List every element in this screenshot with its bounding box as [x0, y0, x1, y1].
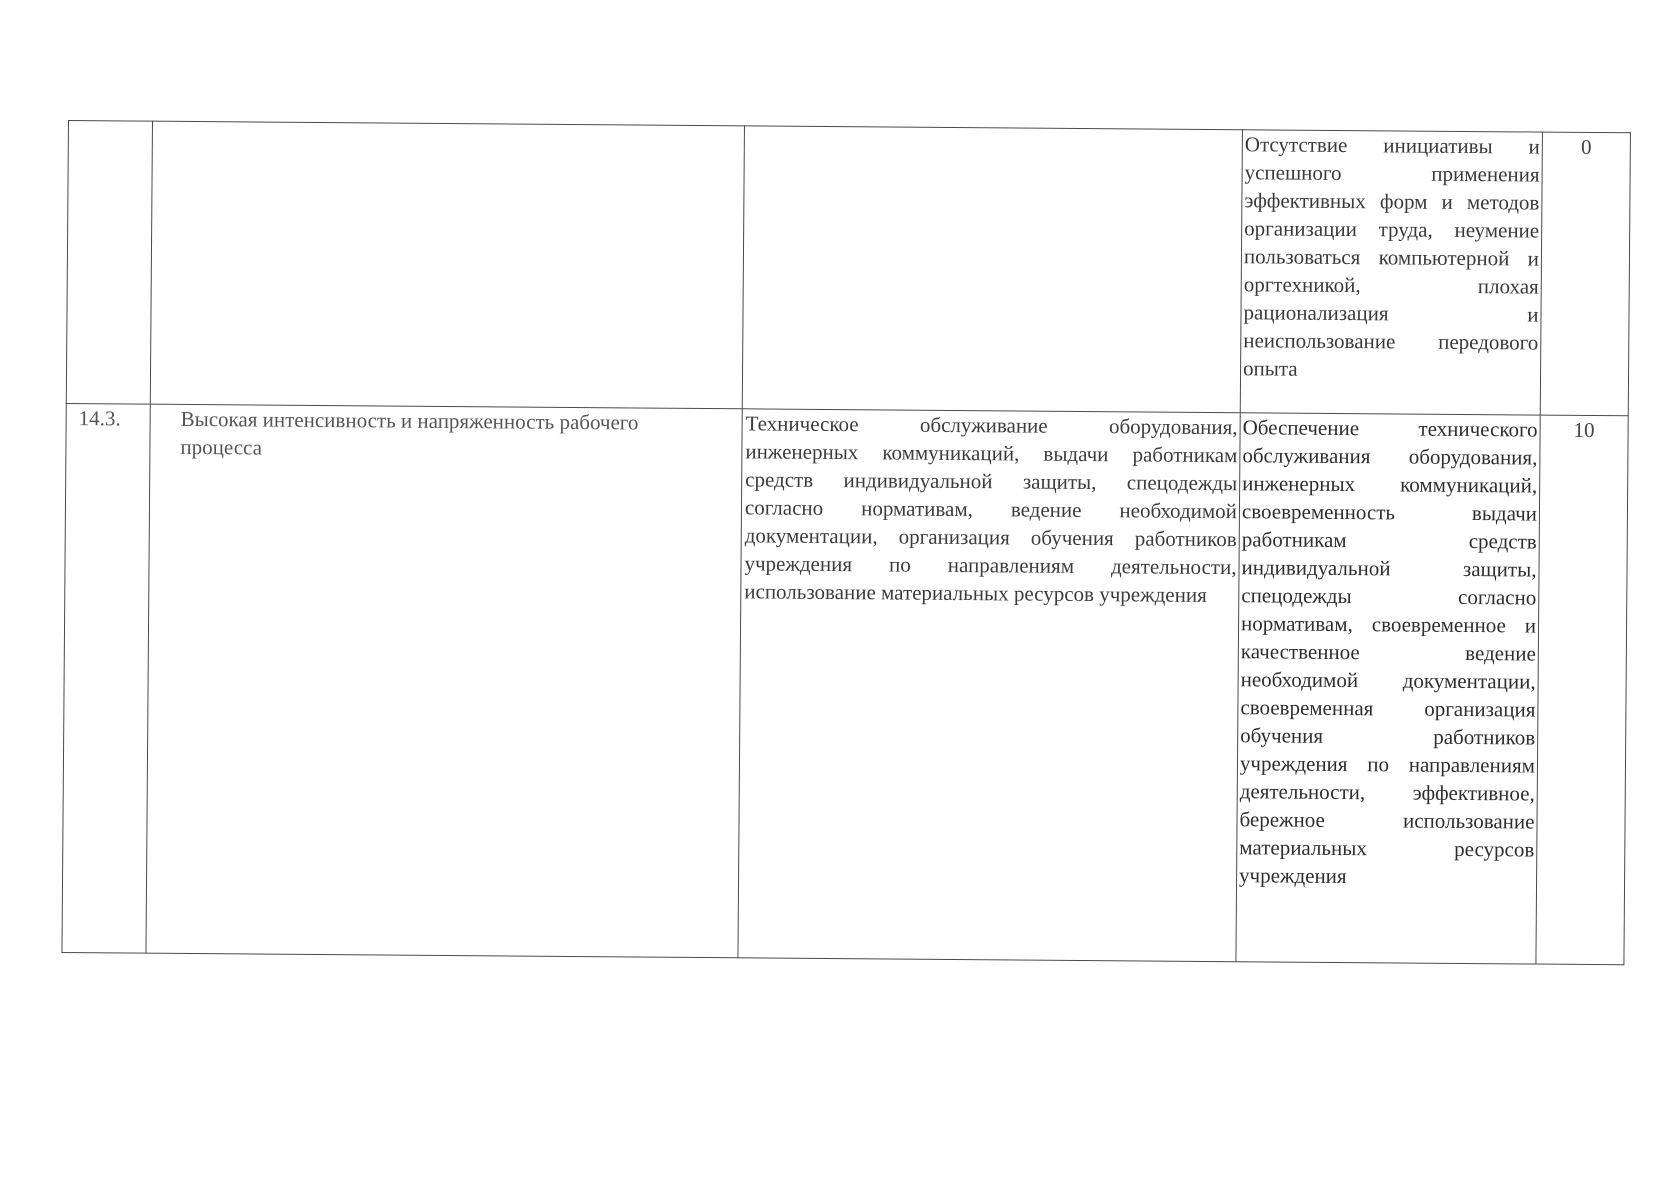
- indicator-cell: [150, 121, 744, 409]
- description-text: [745, 126, 1242, 130]
- row-number: [69, 121, 152, 122]
- indicator-cell: [146, 404, 742, 958]
- description-cell: [738, 409, 1240, 962]
- number-cell: [66, 121, 152, 405]
- indicator-text: [153, 122, 744, 127]
- indicator-text: Высокая интенсивность и напряженность рабочего процесса: [180, 406, 639, 460]
- row-number: 14.3.: [78, 406, 121, 431]
- number-cell: [62, 403, 150, 953]
- score-cell: [1536, 415, 1628, 965]
- description-text: Техническое обслуживание оборудования, инженерных коммуникаций, выдачи работникам средств индивидуальной защиты, спецодежды согласно нормативам, ведение необходимой документации, организация обучения работников учреждения по направлениям деятельности, использование материальных ресурсов учреждения: [744, 411, 1238, 607]
- criterion-cell: [1236, 413, 1540, 964]
- criterion-text: Обеспечение технического обслуживания оборудования, инженерных коммуникаций, своевременность выдачи работникам средств индивидуальной защиты, спецодежды согласно нормативам, своевременное и качественное ведение необходимой документации, своевременная организация обучения работников учреждения по направлениям деятельности, эффективное, бережное использование материальных ресурсов учреждения: [1239, 415, 1538, 889]
- description-cell: [742, 126, 1242, 413]
- table-row: [66, 121, 1630, 416]
- score-cell: [1540, 132, 1630, 416]
- criterion-cell: [1240, 130, 1542, 415]
- table-row: [62, 403, 1628, 964]
- criterion-text: Отсутствие инициативы и успешного применения эффективных форм и методов организации труда, неумение пользоваться компьютерной и оргтехникой, плохая рационализация и неиспользование передового опыта: [1242, 132, 1540, 381]
- score-value: 0: [1580, 134, 1592, 159]
- criteria-table: [61, 120, 1630, 965]
- score-value: 10: [1573, 417, 1595, 442]
